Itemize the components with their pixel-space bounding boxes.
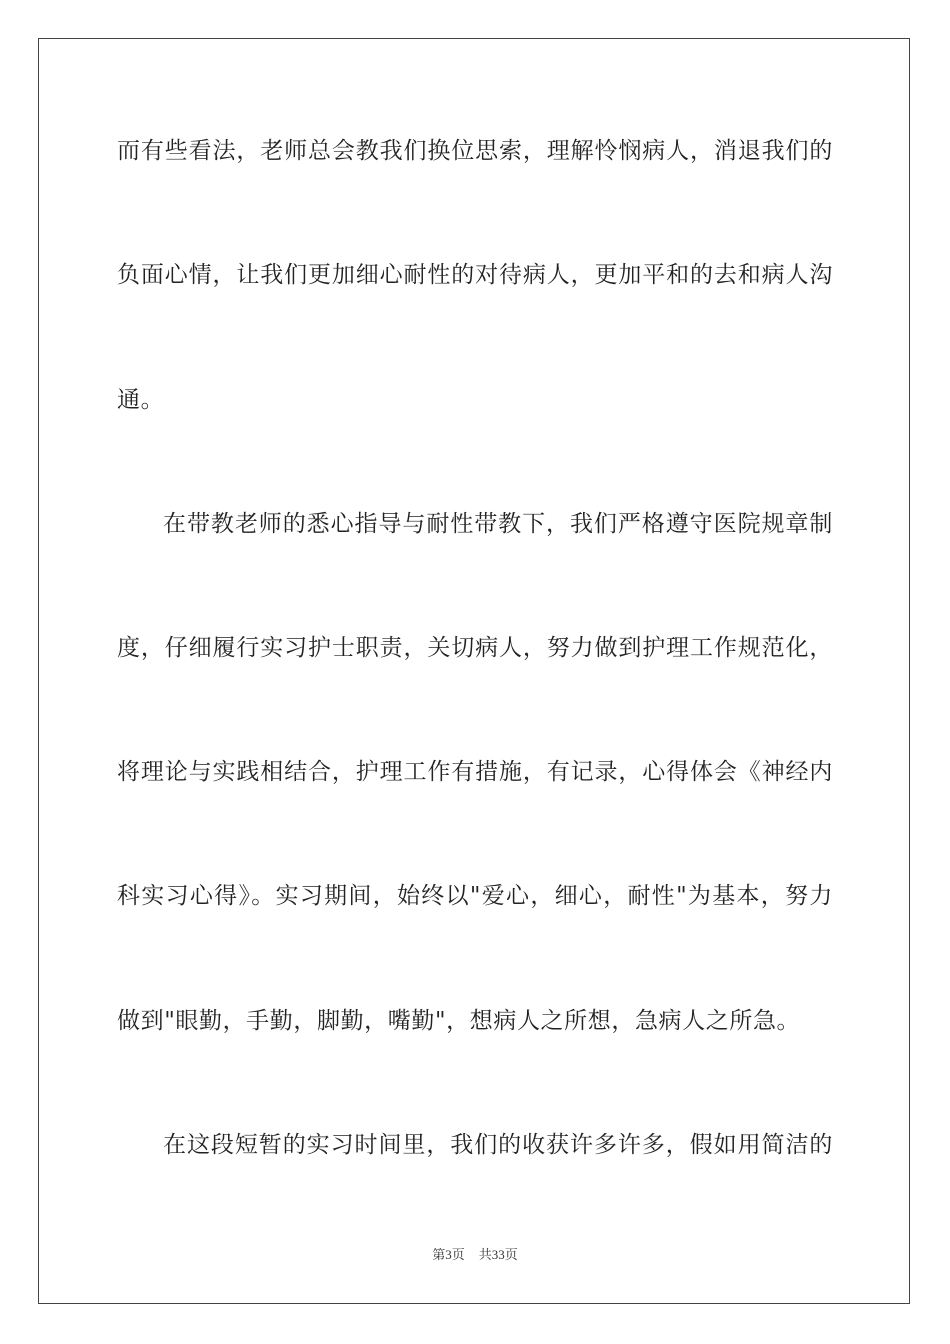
page-total: 共33页 (478, 1247, 518, 1262)
text-line: 做到"眼勤，手勤，脚勤，嘴勤"，想病人之所想，急病人之所急。 (117, 1008, 801, 1034)
page-number: 第3页 (432, 1247, 465, 1262)
text-line: 度，仔细履行实习护士职责，关切病人，努力做到护理工作规范化， (117, 635, 833, 661)
page-border (38, 38, 910, 1304)
text-line: 科实习心得》。实习期间，始终以"爱心，细心，耐性"为基本，努力 (117, 883, 833, 909)
text-line: 通。 (117, 387, 165, 413)
page-footer (0, 1246, 950, 1264)
paragraph-start-line: 在带教老师的悉心指导与耐性带教下，我们严格遵守医院规章制 (163, 511, 833, 537)
text-line: 将理论与实践相结合，护理工作有措施，有记录，心得体会《神经内 (117, 759, 833, 785)
text-line: 负面心情，让我们更加细心耐性的对待病人，更加平和的去和病人沟 (117, 262, 833, 288)
text-line: 而有些看法，老师总会教我们换位思索，理解怜悯病人，消退我们的 (117, 138, 833, 164)
paragraph-start-line: 在这段短暂的实习时间里，我们的收获许多许多，假如用简洁的 (163, 1132, 833, 1158)
